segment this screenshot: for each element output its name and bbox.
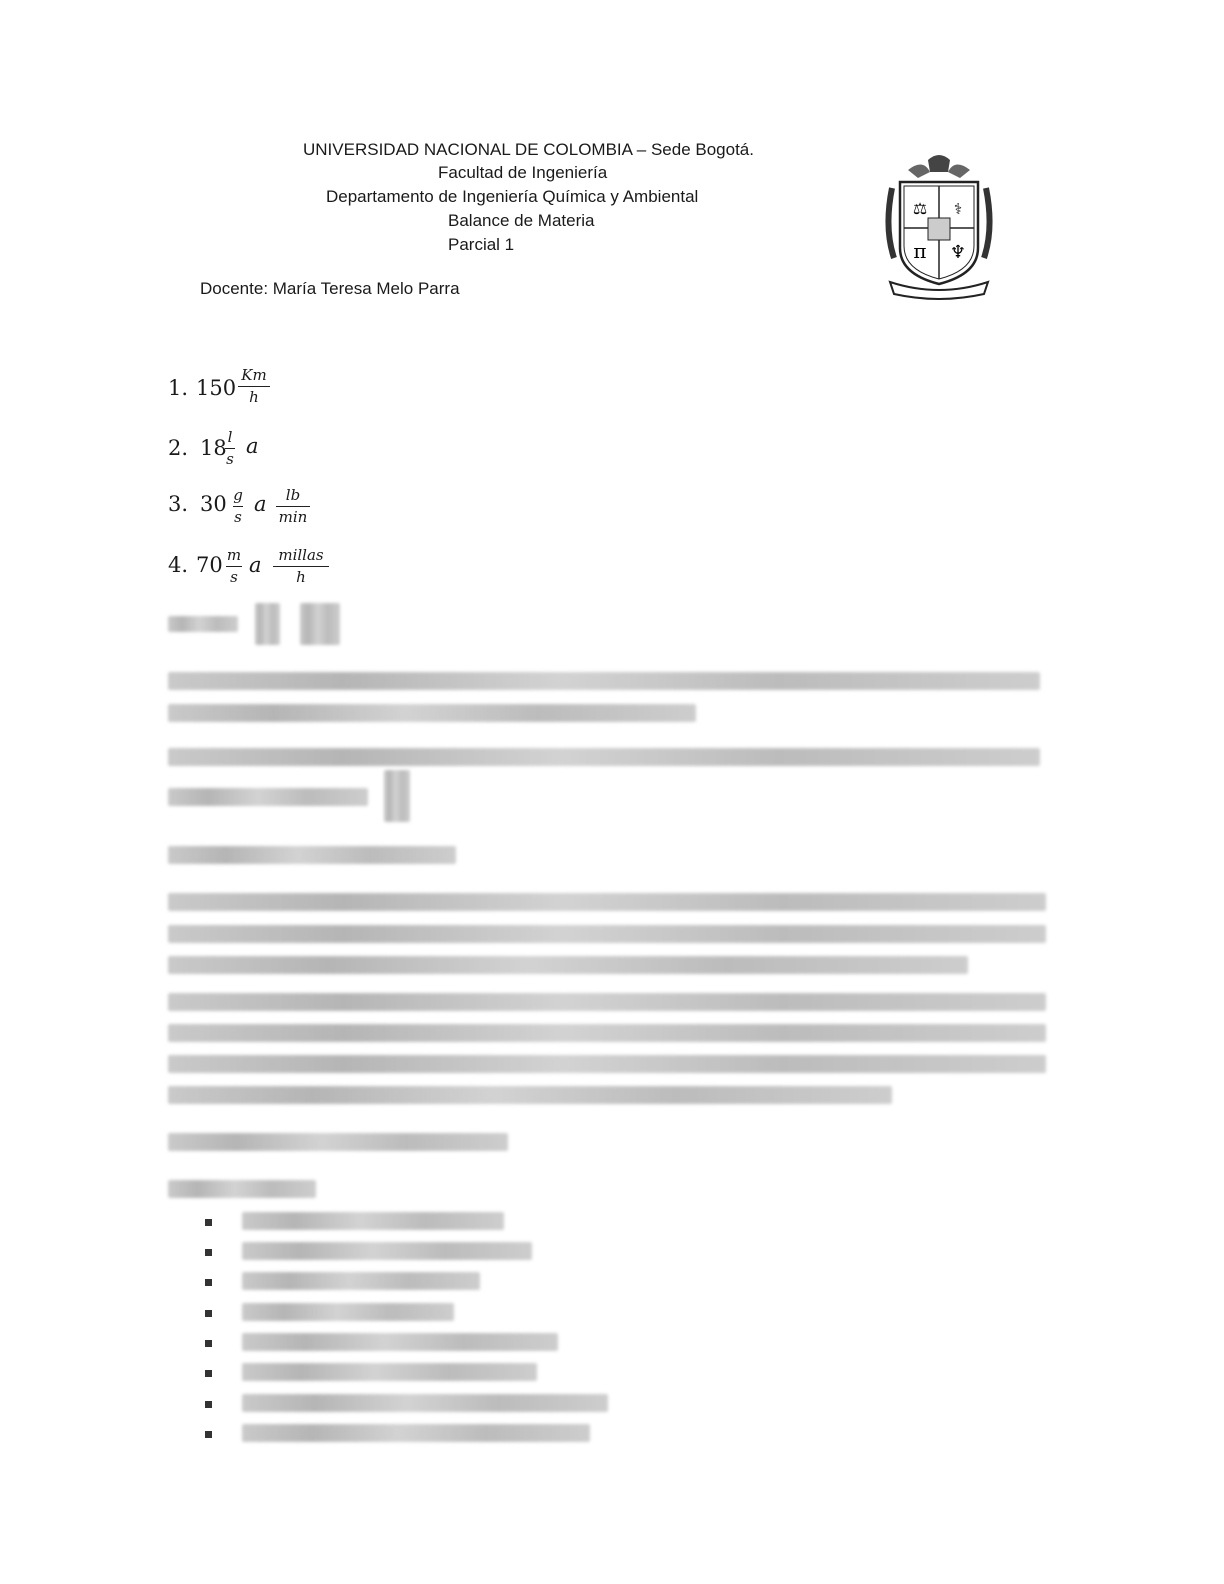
question-value: 70 <box>196 553 223 577</box>
blurred-list-item <box>242 1303 454 1321</box>
blurred-ingredients-heading <box>168 1180 316 1198</box>
blurred-list-item <box>242 1212 504 1230</box>
question-number: 2. <box>168 436 189 460</box>
bullet-icon <box>205 1401 212 1408</box>
faculty-name: Facultad de Ingeniería <box>438 163 608 182</box>
target-unit-fraction <box>276 486 310 526</box>
unit-fraction <box>238 366 270 406</box>
connector: a <box>249 553 262 577</box>
bullet-icon <box>205 1370 212 1377</box>
blurred-question-10 <box>168 1086 892 1104</box>
svg-text:♆: ♆ <box>949 242 967 263</box>
bullet-icon <box>205 1340 212 1347</box>
blurred-question-5 <box>168 616 238 632</box>
department-name: Departamento de Ingeniería Química y Ambiental <box>326 187 699 206</box>
question-number: 3. <box>168 492 189 516</box>
bullet-icon <box>205 1431 212 1438</box>
blurred-list-item <box>242 1272 480 1290</box>
blurred-subheading <box>168 1133 508 1151</box>
blurred-question-10 <box>168 993 1046 1011</box>
exam-title: Parcial 1 <box>448 235 515 254</box>
unit-numerator: m <box>226 546 242 564</box>
university-name: UNIVERSIDAD NACIONAL DE COLOMBIA – Sede Bogotá. <box>303 140 754 159</box>
blurred-question-5 <box>255 603 280 645</box>
course-name: Balance de Materia <box>448 211 595 230</box>
connector: a <box>254 492 267 516</box>
question-value: 30 <box>200 492 227 516</box>
blurred-list-item <box>242 1424 590 1442</box>
target-denominator: h <box>296 568 306 586</box>
unit-fraction <box>226 546 242 586</box>
bullet-icon <box>205 1219 212 1226</box>
target-numerator: lb <box>285 486 301 504</box>
blurred-list-item <box>242 1363 537 1381</box>
unit-denominator: s <box>234 508 242 526</box>
blurred-question-10 <box>168 1024 1046 1042</box>
blurred-question-9 <box>168 956 968 974</box>
svg-text:⚖: ⚖ <box>912 199 928 218</box>
unit-fraction <box>233 486 243 526</box>
question-number: 1. <box>168 376 189 400</box>
question-value: 18 <box>200 436 227 460</box>
blurred-question-7 <box>384 770 410 822</box>
blurred-question-6 <box>168 704 696 722</box>
question-number: 4. <box>168 553 189 577</box>
blurred-question-9 <box>168 925 1046 943</box>
unit-denominator: s <box>230 568 238 586</box>
blurred-question-5 <box>300 603 340 645</box>
target-denominator: min <box>278 508 308 526</box>
blurred-question-7 <box>168 788 368 806</box>
unit-denominator: h <box>249 388 259 406</box>
teacher-name: Docente: María Teresa Melo Parra <box>200 279 460 298</box>
blurred-question-10 <box>168 1055 1046 1073</box>
bullet-icon <box>205 1310 212 1317</box>
blurred-list-item <box>242 1242 532 1260</box>
target-numerator: millas <box>278 546 324 564</box>
bullet-icon <box>205 1279 212 1286</box>
blurred-list-item <box>242 1394 608 1412</box>
university-crest-icon <box>878 148 1000 300</box>
blurred-question-6 <box>168 672 1040 690</box>
blurred-question-8 <box>168 846 456 864</box>
unit-numerator: l <box>227 428 233 446</box>
unit-fraction <box>225 428 235 468</box>
connector: a <box>246 434 259 458</box>
blurred-question-7 <box>168 748 1040 766</box>
question-value: 150 <box>196 376 237 400</box>
blurred-question-9 <box>168 893 1046 911</box>
bullet-icon <box>205 1249 212 1256</box>
svg-text:⚕: ⚕ <box>953 200 963 218</box>
target-unit-fraction <box>273 546 329 586</box>
blurred-list-item <box>242 1333 558 1351</box>
unit-numerator: Km <box>241 366 267 384</box>
svg-text:π: π <box>913 239 927 263</box>
unit-denominator: s <box>226 450 234 468</box>
unit-numerator: g <box>233 486 243 504</box>
